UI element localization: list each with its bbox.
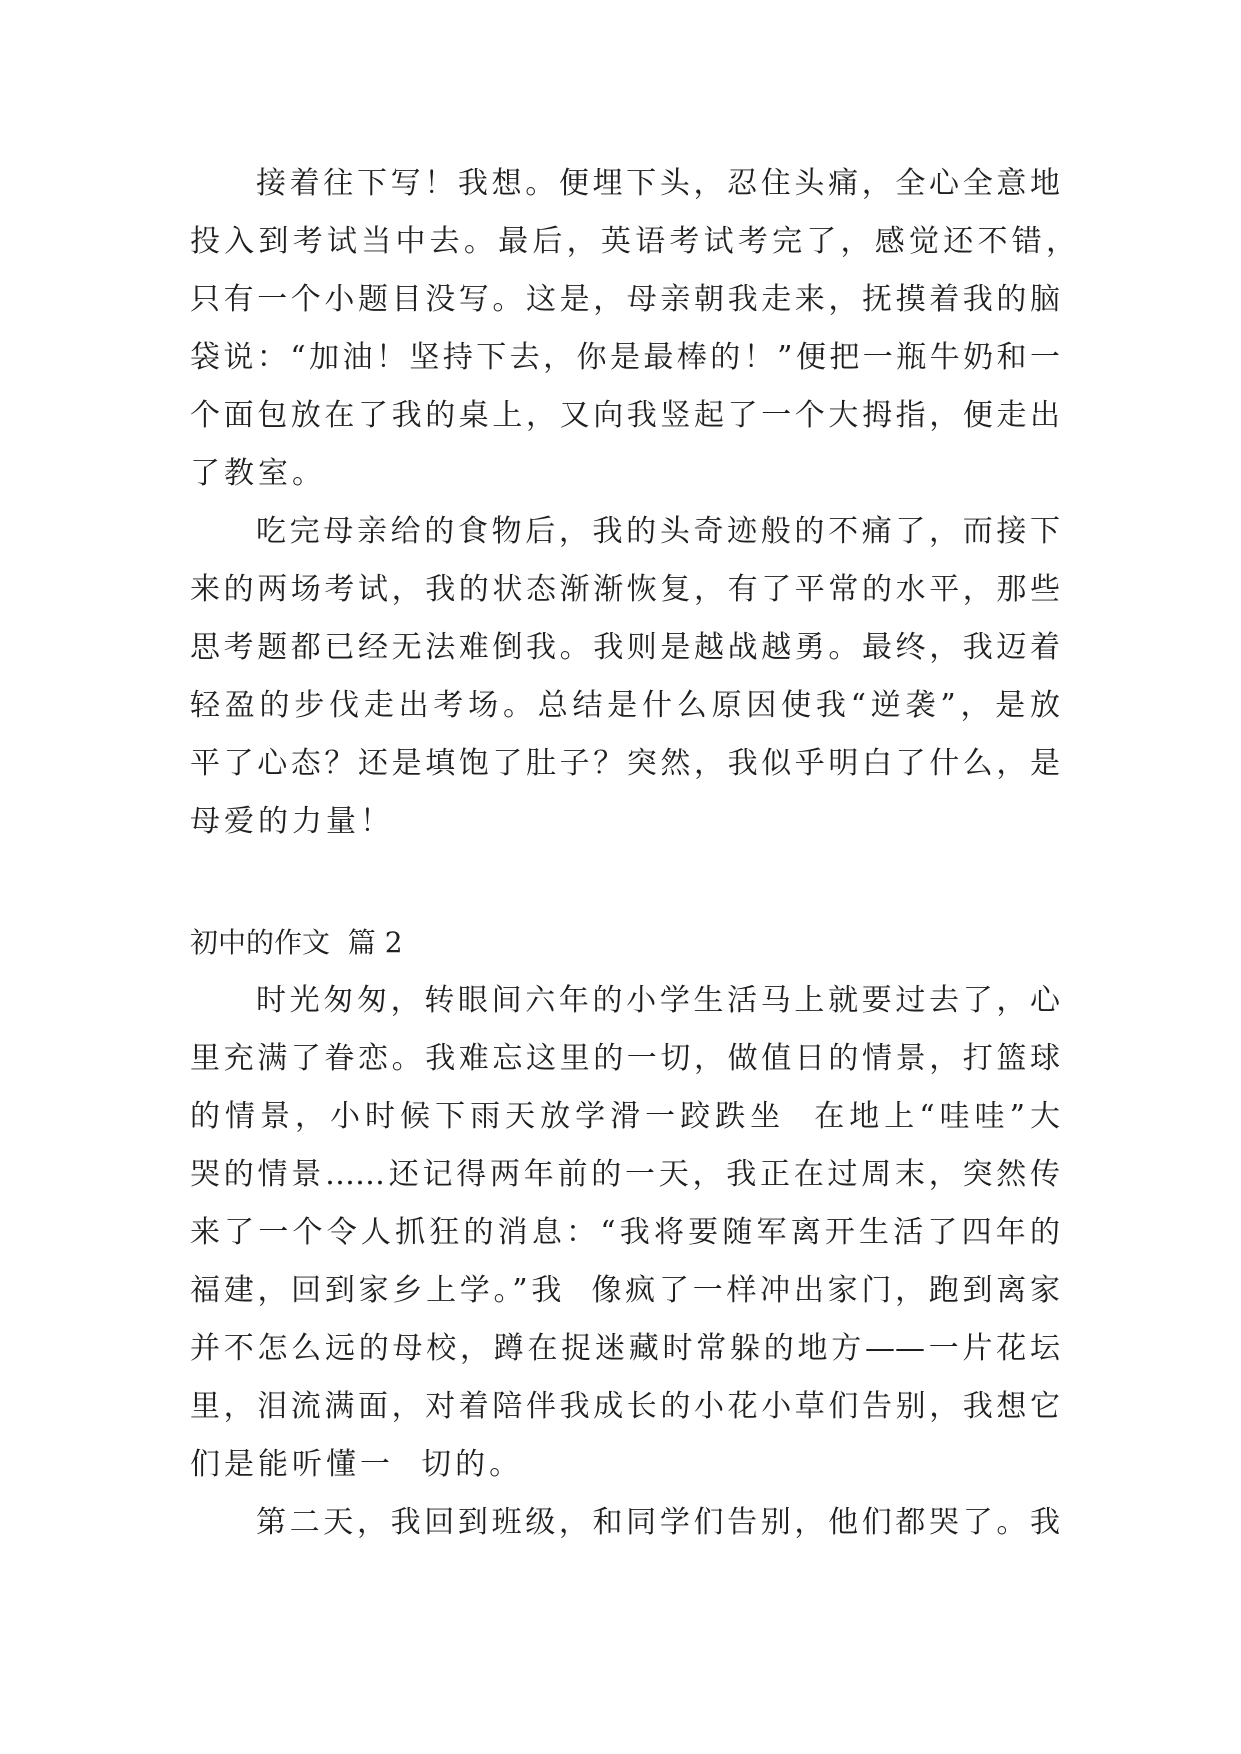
paragraph-2-line-6: 母爱的力量！ [190,804,394,839]
section-heading: 初中的作文 篇 2 [190,926,403,959]
paragraph-4-line-1: 第二天，我回到班级，和同学们告别，他们都哭了。我 [256,1505,1060,1540]
paragraph-1-line-1: 接着往下写！我想。便埋下头，忍住头痛，全心全意地 [256,166,1060,201]
paragraph-2-line-1: 吃完母亲给的食物后，我的头奇迹般的不痛了，而接下 [256,514,1060,549]
paragraph-2-line-2: 来的两场考试，我的状态渐渐恢复，有了平常的水平，那些 [190,572,1060,607]
paragraph-2-line-3: 思考题都已经无法难倒我。我则是越战越勇。最终，我迈着 [190,630,1060,665]
paragraph-3-line-2: 里充满了眷恋。我难忘这里的一切，做值日的情景，打篮球 [190,1041,1060,1076]
paragraph-1-line-2: 投入到考试当中去。最后，英语考试考完了，感觉还不错， [190,224,1076,259]
paragraph-3-line-3: 的情景，小时候下雨天放学滑一跤跌坐 在地上“哇哇”大 [190,1099,1060,1134]
paragraph-3-line-6: 福建，回到家乡上学。”我 像疯了一样冲出家门，跑到离家 [190,1273,1060,1308]
paragraph-1-line-3: 只有一个小题目没写。这是，母亲朝我走来，抚摸着我的脑 [190,282,1060,317]
paragraph-1-line-4: 袋说：“加油！坚持下去，你是最棒的！”便把一瓶牛奶和一 [190,340,1060,375]
paragraph-1-line-5: 个面包放在了我的桌上，又向我竖起了一个大拇指，便走出 [190,398,1060,433]
paragraph-3-line-5: 来了一个令人抓狂的消息：“我将要随军离开生活了四年的 [190,1215,1060,1250]
paragraph-1-line-6: 了教室。 [190,456,326,491]
paragraph-3-line-8: 里，泪流满面，对着陪伴我成长的小花小草们告别，我想它 [190,1389,1060,1424]
paragraph-2-line-5: 平了心态？还是填饱了肚子？突然，我似乎明白了什么，是 [190,746,1060,781]
paragraph-3-line-9: 们是能听懂一 切的。 [190,1447,524,1482]
paragraph-3-line-1: 时光匆匆，转眼间六年的小学生活马上就要过去了，心 [256,983,1060,1018]
paragraph-2-line-4: 轻盈的步伐走出考场。总结是什么原因使我“逆袭”，是放 [190,688,1060,723]
paragraph-3-line-4: 哭的情景……还记得两年前的一天，我正在过周末，突然传 [190,1157,1060,1192]
paragraph-3-line-7: 并不怎么远的母校，蹲在捉迷藏时常躲的地方——一片花坛 [190,1331,1060,1366]
